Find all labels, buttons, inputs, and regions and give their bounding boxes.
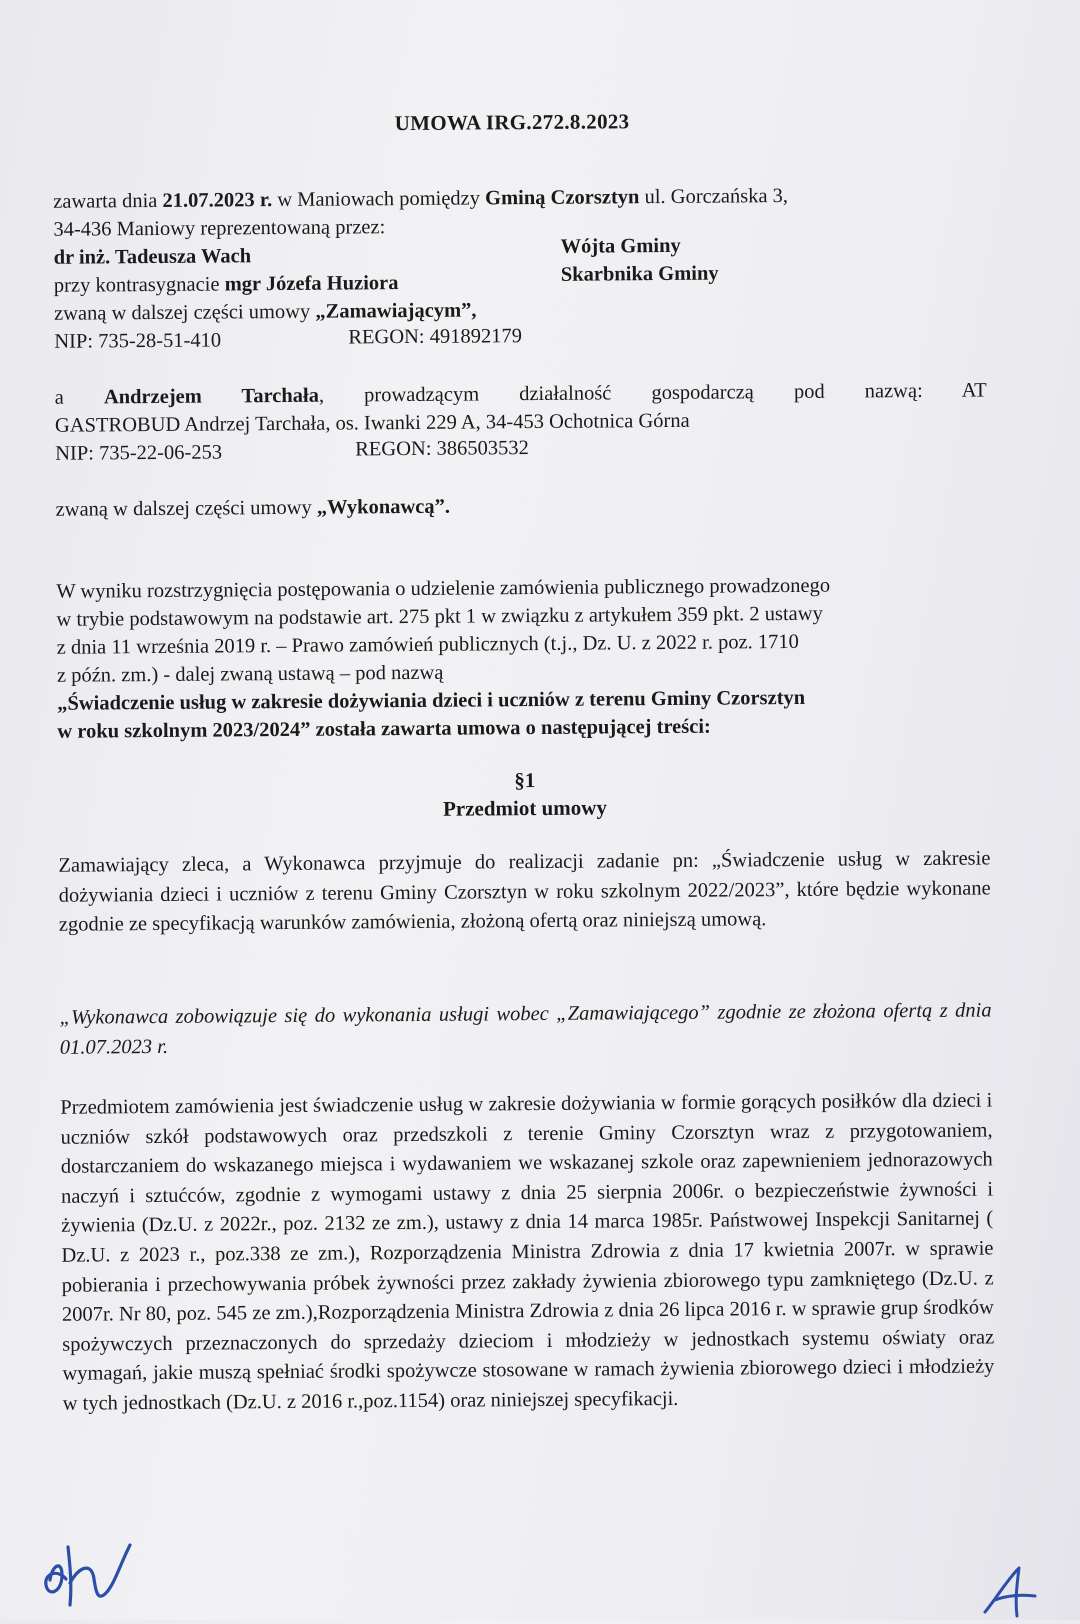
party2-nip: NIP: 735-22-06-253 [55,441,223,465]
representative-2 [54,269,399,300]
text-fragment: , prowadzącym działalność gospodarczą pod nazwą: AT [318,379,987,407]
paragraph-3: Przedmiotem zamówienia jest świadczenie usług w zakresie dożywiania w formie gorących posiłków dla dzieci i uczniów szkół podstawowych oraz przedszkoli z terenie Gminy Czorsztyn wraz z przygotowaniem, dostarczaniem do wskazanego miejsca i wydawaniem we wskazanej szkole oraz zapewnieniem jednorazowych naczyń i sztućców, zgodnie z wymogami ustawy z dnia 25 sierpnia 2006r. o bezpieczeństwie żywności i żywienia (Dz.U. z 2022r., poz. 2132 ze zm.), ustawy z dnia 14 marca 1985r. Państwowej Inspekcji Sanitarnej ( Dz.U. z 2023 r., poz.338 ze zm.), Rozporządzenia Ministra Zdrowia z dnia 17 kwietnia 2007r. w sprawie pobierania i przechowywania próbek żywności przez zakłady żywienia zbiorowego typu zamkniętego (Dz.U. z 2007r. Nr 80, poz. 545 ze zm.),Rozporządzenia Ministra Zdrowia z dnia 26 lipca 2016 r. w sprawie grup środków spożywczych przeznaczonych do sprzedaży dzieciom i młodzieży w jednostkach systemu oświaty oraz wymagań, jakie muszą spełniać środki spożywcze stosowane w ramach żywienia zbiorowego dzieci i młodzieży w tych jednostkach (Dz.U. z 2016 r.,poz.1154) oraz niniejszej specyfikacji. [60,1089,995,1415]
representative-1-role: Wójta Gminy [560,234,681,258]
text-fragment: a [54,386,104,409]
paragraph-2: „Wykonawca zobowiązuje się do wykonania usługi wobec „Zamawiającego” zgodnie ze złożona ofertą z dnia 01.07.2023 r. [59,999,992,1059]
intro-line-4: z późn. zm.) - dalej zwaną ustawą – pod nazwą [56,661,444,687]
intro-line-2: w trybie podstawowym na podstawie art. 275 pkt 1 w związku z artykułem 359 pkt. 2 ustawy [56,602,823,631]
party2-address: GASTROBUD Andrzej Tarchała, os. Iwanki 229 A, 34-453 Ochotnica Górna [54,409,690,437]
contract-date: 21.07.2023 r. [162,189,273,212]
document-title: UMOWA IRG.272.8.2023 [394,109,630,136]
party2-role-name: „Wykonawcą”. [316,495,451,519]
representative-2-role: Skarbnika Gminy [560,262,719,286]
party2-called [56,493,451,524]
party1-role-name: „Zamawiającym”, [315,299,477,323]
representative-2-name: mgr Józefa Huziora [224,272,399,296]
text-fragment: ul. Gorczańska 3, [639,185,789,209]
text-fragment: zawarta dnia [53,189,163,213]
intro-line-5: „Świadczenie usług w zakresie dożywiania dzieci i uczniów z terenu Gminy Czorsztyn [57,686,806,715]
party2-regon: REGON: 386503532 [355,437,529,461]
signature-initials-right [975,1560,1055,1620]
text-fragment: w Maniowach pomiędzy [272,187,486,212]
party1-nip: NIP: 735-28-51-410 [54,329,222,353]
section-heading: Przedmiot umowy [442,795,608,821]
party1-regon: REGON: 491892179 [348,325,523,349]
section-number: §1 [514,768,536,793]
party2-name: Andrzejem Tarchała [103,384,320,409]
representative-1-name: dr inż. Tadeusza Wach [53,245,252,269]
text-fragment: zwaną w dalszej części umowy [54,300,316,325]
party1-name: Gminą Czorsztyn [485,186,640,210]
paragraph-1: Zamawiający zleca, a Wykonawca przyjmuje do realizacji zadanie pn: „Świadczenie usług w zakresie dożywiania dzieci i uczniów z terenu Gminy Czorsztyn w roku szkolnym 2022/2023”, które będzie wykonane zgodnie ze specyfikacją warunków zamówienia, złożoną ofertą oraz niniejszą umową. [58,847,991,936]
intro-line-1: W wyniku rozstrzygnięcia postępowania o udzielenie zamówienia publicznego prowadzonego [56,574,831,603]
intro-line-3: z dnia 11 września 2019 r. – Prawo zamówień publicznych (t.j., Dz. U. z 2022 r. poz. 1710 [56,630,799,659]
text-fragment: zwaną w dalszej części umowy [55,496,317,521]
contract-date-line [53,182,788,216]
intro-line-6: w roku szkolnym 2023/2024” została zawarta umowa o następującej treści: [57,715,711,743]
signature-initials-left [40,1535,140,1615]
text-fragment: przy kontrasygnacie [53,273,225,297]
party1-address: 34-436 Maniowy reprezentowaną przez: [53,216,386,241]
